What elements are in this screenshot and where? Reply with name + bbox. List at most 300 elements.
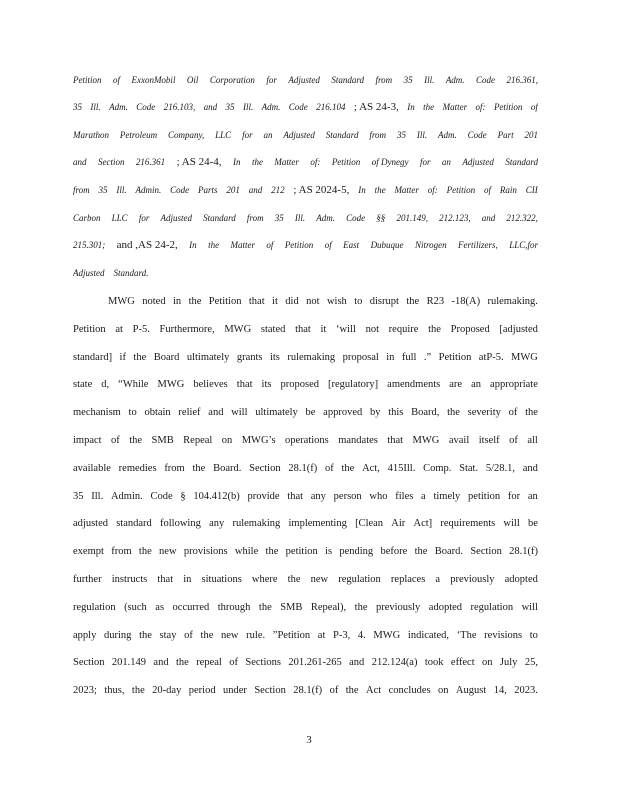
citation-word: Parts [197, 185, 218, 195]
body-line [73, 351, 538, 365]
citation-word: Adjusted [462, 157, 494, 167]
body-word: P-3, [333, 629, 351, 641]
body-word: new [221, 629, 239, 641]
body-word: the [133, 351, 147, 363]
body-word: adopted [428, 601, 463, 613]
body-word: proposed [280, 379, 319, 391]
body-word: MWG [373, 629, 401, 641]
citation-word: 201 [524, 130, 538, 140]
citation-line [73, 128, 538, 142]
body-word: provisions [183, 546, 228, 558]
body-word: pending [339, 546, 374, 558]
citation-word: Adjusted [288, 75, 320, 85]
body-word: that [236, 379, 253, 391]
body-word: Ill. [91, 490, 104, 502]
body-word: did [285, 296, 299, 307]
body-word: of [184, 629, 193, 641]
body-word: from [111, 546, 132, 558]
citation-word: of [484, 185, 492, 195]
body-word: stay [159, 629, 177, 641]
body-word: standard] [73, 351, 113, 363]
body-word: ultimately [186, 351, 230, 363]
body-word: August [455, 685, 487, 697]
body-word: concludes [388, 685, 431, 697]
body-word: approved [323, 407, 363, 419]
body-word: amendments [387, 379, 441, 391]
body-word: provide [247, 490, 280, 502]
citation-word: In [407, 102, 415, 112]
body-word: 212.124(a) [371, 657, 418, 669]
body-word: -18(A) [451, 296, 481, 307]
body-word: took [424, 657, 444, 669]
citation-word: Matter [442, 102, 468, 112]
page-number: 3 [306, 734, 312, 746]
body-word: itself [478, 435, 500, 446]
body-word: remedies [118, 462, 157, 474]
body-word: Board, [411, 407, 440, 419]
body-word: of [229, 657, 238, 669]
body-word: while [234, 546, 259, 558]
body-word: Board [153, 351, 180, 363]
citation-word: Part [497, 130, 514, 140]
citation-word: Adm. [109, 102, 128, 112]
citation-word: 35 [396, 130, 406, 140]
body-word: and [153, 657, 169, 669]
body-word: on [438, 685, 449, 697]
body-word: Proposed [450, 323, 490, 335]
body-line [73, 629, 538, 643]
body-word: P-5. [132, 323, 150, 335]
body-word: July [499, 657, 518, 669]
body-word: R23 [426, 296, 445, 307]
body-word: proposal [342, 351, 379, 363]
body-word: standard [116, 518, 152, 530]
body-word: replaces [390, 574, 426, 585]
body-word: files [395, 490, 414, 502]
citation-word: the [251, 157, 263, 167]
body-word: revisions [484, 629, 523, 641]
citation-word: and [203, 102, 218, 112]
body-word: wish [326, 296, 347, 307]
citation-word: Marathon [73, 130, 109, 140]
body-word: Section [73, 657, 105, 669]
body-word: grants [236, 351, 263, 363]
citation-word: 201 [226, 185, 240, 195]
body-word: petition [285, 546, 318, 558]
citation-word: 35 [73, 102, 82, 112]
body-word: following [160, 518, 201, 530]
body-line [73, 323, 538, 337]
body-word: an [471, 379, 482, 391]
citation-word: Nitrogen [414, 240, 447, 250]
body-word: the [265, 546, 279, 558]
citation-word: of: [310, 157, 321, 167]
citation-word: ExxonMobil [131, 75, 176, 85]
body-word: to [529, 629, 538, 641]
body-word: Code [150, 490, 173, 502]
body-word: ‘will [336, 323, 356, 335]
citation-word: 35 [225, 102, 235, 112]
citation-word: LLC,for [509, 240, 538, 250]
body-word: the [414, 546, 428, 558]
body-word: rulemaking. [487, 296, 538, 307]
citation-line [73, 183, 538, 197]
body-word: Board. [213, 462, 242, 474]
body-word: implementing [288, 518, 347, 530]
body-word: regulation [470, 601, 514, 613]
body-word: available [73, 462, 111, 474]
citation-word: an [263, 130, 273, 140]
body-word: that [157, 574, 174, 585]
citation-word: Ill. [424, 75, 435, 85]
citation-word: Ill. [294, 213, 306, 223]
body-word: further [73, 574, 102, 585]
body-word: the [192, 462, 206, 474]
body-word: [Clean [355, 518, 384, 530]
body-word: requirements [440, 518, 496, 530]
body-word: 4. [357, 629, 366, 641]
body-word: MWG [511, 351, 538, 363]
citation-word: 216.361 [135, 157, 166, 167]
body-word: the [341, 462, 355, 474]
body-line [73, 656, 538, 670]
body-word: will [503, 518, 520, 530]
citation-word: 216.103, [163, 102, 196, 112]
citation-word: East [343, 240, 360, 250]
citation-word: from [375, 75, 393, 85]
body-word: Stat. [459, 462, 479, 474]
citation-word: In [189, 240, 197, 250]
body-line [73, 517, 538, 531]
body-word: SMB [280, 601, 303, 613]
body-word: MWG [412, 435, 440, 446]
citation-word: Dubuque [370, 240, 404, 250]
body-word: 201.149 [111, 657, 147, 669]
body-word: the [175, 657, 189, 669]
citation-word: Oil [186, 75, 199, 85]
citation-word: In [358, 185, 366, 195]
body-word: of [509, 435, 518, 446]
citation-word: Code [170, 185, 190, 195]
body-word: 415Ill. [387, 462, 416, 474]
body-word: person [333, 490, 362, 502]
body-word: if [119, 351, 126, 363]
citation-word: Matter [274, 157, 299, 167]
body-word: at [115, 323, 123, 335]
body-word: relief [178, 407, 201, 419]
body-word: (such [124, 601, 147, 613]
body-word: ‘The [456, 629, 477, 641]
body-line [73, 684, 538, 698]
citation-word: Adm. [438, 130, 457, 140]
body-word: in [183, 574, 192, 585]
body-word: new [159, 546, 177, 558]
body-word: severity [467, 407, 501, 419]
body-word: Repeal [183, 435, 213, 446]
citation-word: LLC [215, 130, 232, 140]
body-word: exempt [73, 546, 104, 558]
citation-word: Standard [331, 75, 365, 85]
body-word: an [527, 490, 538, 502]
body-word: adopted [504, 574, 538, 585]
body-word: occurred [172, 601, 210, 613]
body-word: Petition [73, 323, 106, 335]
body-word: a [435, 574, 441, 585]
body-word: the [258, 601, 272, 613]
body-word: its [261, 379, 272, 391]
citation-word: Ill. [116, 185, 127, 195]
citation-word: Matter [230, 240, 255, 250]
body-word: on [221, 435, 233, 446]
citation-word: an [441, 157, 451, 167]
citation-word: Code [136, 102, 156, 112]
body-word: Furthermore, [159, 323, 215, 335]
citation-word: Code [346, 213, 366, 223]
body-line [73, 490, 538, 504]
body-word: 104.412(b) [193, 490, 240, 502]
body-word: 28.1(f) [293, 685, 323, 697]
citation-word: of [266, 240, 274, 250]
citation-word: Code [467, 130, 487, 140]
body-word: any [310, 490, 326, 502]
body-word: not [306, 296, 320, 307]
citation-line [73, 100, 538, 114]
citation-word: and [73, 157, 87, 167]
citation-word: Adm. [445, 75, 465, 85]
citation-word: 35 [274, 213, 284, 223]
citation-word: of: [427, 185, 438, 195]
citation-word: Ill. [90, 102, 101, 112]
body-word: believes [193, 379, 228, 391]
body-word: previously [375, 601, 421, 613]
body-word: the [139, 629, 152, 641]
citation-word: Ill. [242, 102, 254, 112]
body-word: through [217, 601, 251, 613]
body-word: the [447, 407, 460, 419]
body-word: regulation [338, 574, 381, 585]
body-word: petition [468, 490, 501, 502]
body-word: this [388, 407, 404, 419]
body-word: all [527, 435, 538, 446]
body-word: the [138, 546, 152, 558]
citation-word: In [233, 157, 241, 167]
body-word: MWG’s [241, 435, 276, 446]
citation-word: for [266, 75, 277, 85]
citation-word: Petition [73, 75, 102, 85]
body-word: 5/28.1, [485, 462, 516, 474]
citation-word: Petition [493, 102, 523, 112]
body-word: for [507, 490, 521, 502]
citation-word: Rain [499, 185, 517, 195]
body-word: before [380, 546, 408, 558]
body-word: the [188, 296, 202, 307]
body-word: that [387, 435, 404, 446]
body-word: ”Petition [272, 629, 311, 641]
body-line [73, 462, 538, 476]
body-word: 25, [524, 657, 538, 669]
citation-word: Code [476, 75, 496, 85]
body-word: repeal [196, 657, 222, 669]
body-word: any [209, 518, 225, 530]
citation-word: Fertilizers, [458, 240, 498, 250]
body-word: stated [260, 323, 286, 335]
citation-word: Petition [284, 240, 314, 250]
citation-word: of [530, 102, 538, 112]
body-word: it [320, 323, 327, 335]
citation-word: Corporation [209, 75, 255, 85]
body-word: who [369, 490, 388, 502]
body-word: Act] [413, 518, 433, 530]
citation-word: and [248, 185, 263, 195]
body-word: rulemaking [287, 351, 336, 363]
body-word: 2023. [514, 685, 538, 697]
body-line [73, 378, 538, 392]
body-line [73, 601, 538, 615]
body-word: avail [448, 435, 470, 446]
body-word: and [522, 462, 538, 474]
body-word: the [406, 296, 420, 307]
body-word: 20-day [152, 685, 182, 697]
body-word: Repeal), [310, 601, 347, 613]
body-word: Air [391, 518, 406, 530]
body-word: as [155, 601, 165, 613]
body-word: 28.1(f) [288, 462, 318, 474]
citation-word: ; AS 2024-5, [293, 184, 350, 196]
body-word: during [103, 629, 132, 641]
body-word: mechanism [73, 407, 121, 419]
citation-word: Admin. [135, 185, 162, 195]
body-word: to [354, 296, 363, 307]
citation-word: 201.149, [396, 213, 428, 223]
citation-word: 212.123, [439, 213, 471, 223]
citation-word: of: [475, 102, 486, 112]
body-word: impact [73, 435, 102, 446]
body-line [73, 573, 538, 587]
body-word: 201.261-265 [288, 657, 342, 669]
citation-line [73, 73, 538, 87]
citation-word: Standard. [113, 268, 149, 278]
body-line [73, 406, 538, 420]
body-word: where [251, 574, 278, 585]
citation-word: Ill. [416, 130, 428, 140]
body-word: in [172, 296, 182, 307]
body-word: and [349, 657, 365, 669]
body-word: the [200, 629, 214, 641]
body-word: of [111, 435, 120, 446]
body-word: indicated, [407, 629, 450, 641]
citation-word: from [73, 185, 90, 195]
body-word: of [324, 462, 334, 474]
body-word: of [329, 685, 339, 697]
citation-word: Adjusted [160, 213, 192, 223]
citation-word: Company, [167, 130, 205, 140]
citation-word: Standard [203, 213, 236, 223]
body-word: “While [118, 379, 149, 391]
body-word: [regulatory] [328, 379, 379, 391]
body-word: the [428, 323, 441, 335]
citation-word: §§ [376, 213, 386, 223]
body-word: Section [249, 462, 281, 474]
body-word: apply [73, 629, 97, 641]
body-word: its [269, 351, 280, 363]
citation-word: 212.322, [506, 213, 538, 223]
body-word: the [131, 685, 145, 697]
citation-word: Matter [394, 185, 419, 195]
body-word: rulemaking [232, 518, 281, 530]
citation-word: of [324, 240, 332, 250]
body-word: will [231, 407, 248, 419]
body-word: are [449, 379, 463, 391]
body-word: atP-5. [478, 351, 504, 363]
body-word: 35 [73, 490, 84, 502]
body-word: adjusted [73, 518, 108, 530]
citation-word: Code [288, 102, 308, 112]
citation-word: Petition [331, 157, 361, 167]
citation-word: the [374, 185, 386, 195]
citation-word: from [246, 213, 264, 223]
body-word: be [527, 518, 538, 530]
body-word: effect [450, 657, 475, 669]
body-word: MWG [108, 296, 135, 307]
body-word: [adjusted [499, 323, 538, 335]
body-word: state [73, 379, 93, 391]
body-word: the [525, 407, 538, 419]
body-word: in [386, 351, 395, 363]
citation-word: Adm. [316, 213, 336, 223]
body-word: the [354, 601, 368, 613]
body-word: § [180, 490, 186, 502]
body-word: MWG [157, 379, 185, 391]
citation-word: Petroleum [119, 130, 158, 140]
citation-word: Section [97, 157, 125, 167]
body-word: the [345, 685, 359, 697]
citation-word: ; AS 24-3, [353, 101, 399, 113]
body-word: regulation [73, 601, 116, 613]
body-word: be [305, 407, 316, 419]
body-word: of [508, 407, 518, 419]
body-word: will [521, 601, 538, 613]
body-word: operations [285, 435, 329, 446]
body-word: from [164, 462, 185, 474]
citation-word: Standard [505, 157, 538, 167]
body-line [73, 295, 538, 309]
citation-word: Petition [446, 185, 476, 195]
citation-word: 35 [403, 75, 413, 85]
citation-word: 35 [98, 185, 108, 195]
citation-word: for [138, 213, 150, 223]
body-word: obtain [144, 407, 171, 419]
citation-word: Standard [325, 130, 359, 140]
citation-word: 216.361, [506, 75, 538, 85]
body-word: that [248, 296, 265, 307]
body-word: SMB [151, 435, 174, 446]
body-word: is [325, 546, 333, 558]
body-word: d, [101, 379, 110, 391]
citation-word: for [419, 157, 431, 167]
citation-word: CII [525, 185, 538, 195]
body-word: period [188, 685, 216, 697]
body-word: Act, [362, 462, 380, 474]
body-word: the [287, 574, 301, 585]
body-word: that [287, 490, 304, 502]
body-word: Admin. [110, 490, 143, 502]
body-word: Section [254, 685, 286, 697]
body-word: Act [365, 685, 382, 697]
body-word: the [129, 435, 143, 446]
body-word: Board. [434, 546, 464, 558]
body-word: on [482, 657, 493, 669]
body-word: mandates [338, 435, 378, 446]
